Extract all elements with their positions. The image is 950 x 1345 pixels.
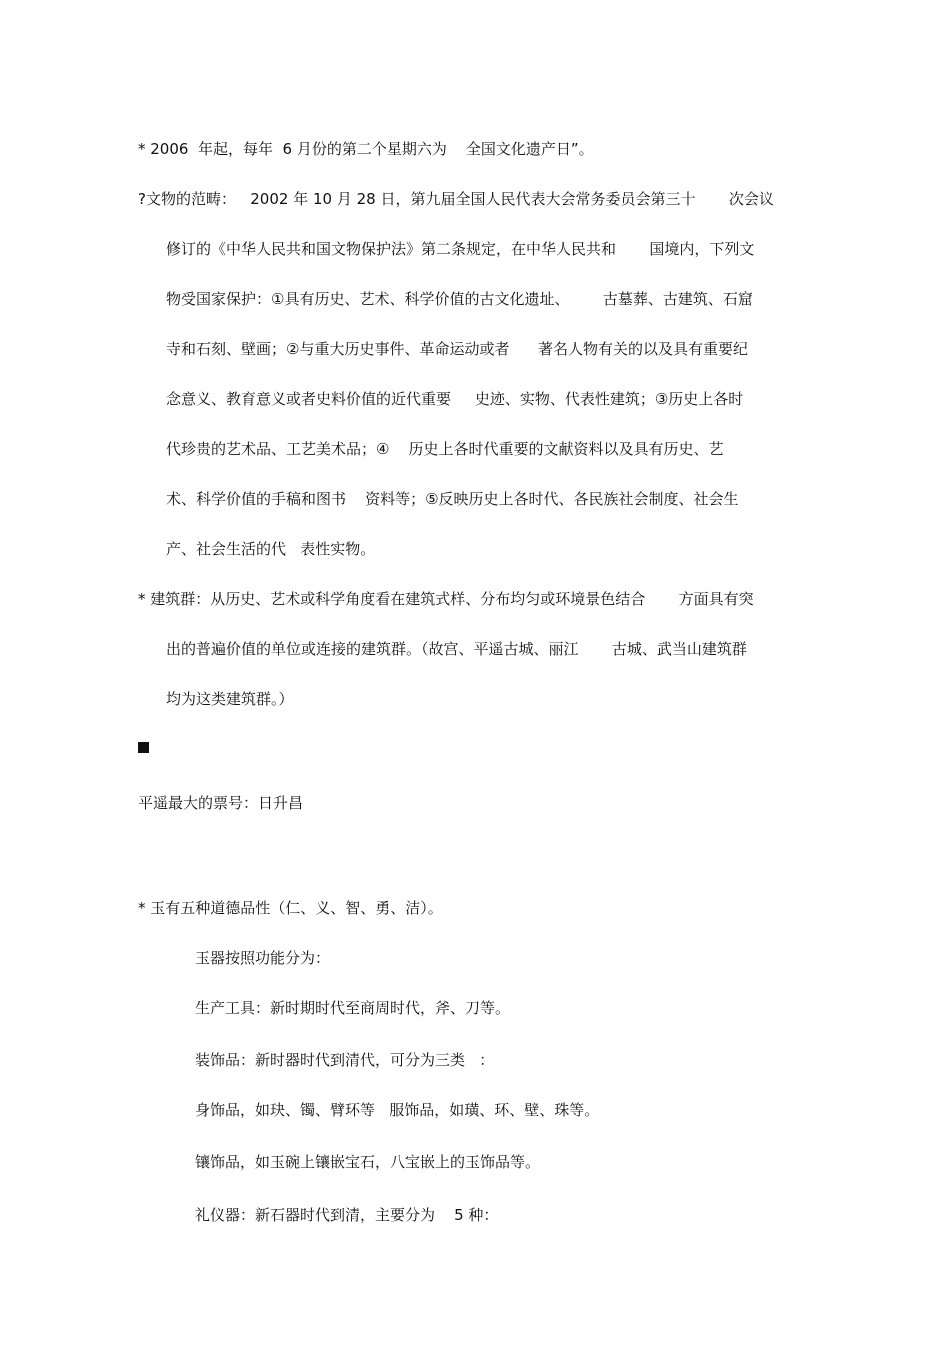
- text-line: 修订的《中华人民共和国文物保护法》第二条规定，在中华人民共和 国境内，下列文: [166, 240, 755, 258]
- text-line: 身饰品，如玦、镯、臂环等 服饰品，如璜、环、壁、珠等。: [195, 1101, 600, 1119]
- text-line: 术、科学价值的手稿和图书 资料等；⑤反映历史上各时代、各民族社会制度、社会生: [166, 490, 739, 508]
- text-line: * 建筑群：从历史、艺术或科学角度看在建筑式样、分布均匀或环境景色结合 方面具有突: [138, 590, 754, 608]
- text-line: 玉器按照功能分为：: [195, 949, 331, 967]
- text-line: 念意义、教育意义或者史料价值的近代重要 史迹、实物、代表性建筑；③历史上各时: [166, 390, 744, 408]
- text-line: * 2006 年起，每年 6 月份的第二个星期六为 全国文化遗产日”。: [138, 140, 594, 158]
- text-line: 镶饰品，如玉碗上镶嵌宝石，八宝嵌上的玉饰品等。: [195, 1153, 541, 1171]
- text-line: 出的普遍价值的单位或连接的建筑群。（故宫、平遥古城、丽江 古城、武当山建筑群: [166, 640, 747, 658]
- text-line: 产、社会生活的代 表性实物。: [166, 540, 376, 558]
- text-line: 寺和石刻、壁画；②与重大历史事件、革命运动或者 著名人物有关的以及具有重要纪: [166, 340, 749, 358]
- text-line: ?文物的范畴： 2002 年 10 月 28 日，第九届全国人民代表大会常务委员会第三十 次会议: [138, 190, 774, 208]
- text-line: 生产工具：新时期时代至商周时代，斧、刀等。: [195, 999, 511, 1017]
- text-line: * 玉有五种道德品性（仁、义、智、勇、洁）。: [138, 899, 443, 917]
- text-line: 装饰品：新时器时代到清代，可分为三类 ：: [195, 1051, 495, 1069]
- text-line: 均为这类建筑群。）: [166, 690, 294, 708]
- square-bullet-icon: [138, 742, 149, 753]
- text-line: 代珍贵的艺术品、工艺美术品；④ 历史上各时代重要的文献资料以及具有历史、艺: [166, 440, 724, 458]
- text-line: 礼仪器：新石器时代到清，主要分为 5 种：: [195, 1206, 499, 1224]
- text-line: 平遥最大的票号：日升昌: [138, 794, 304, 812]
- text-line: 物受国家保护：①具有历史、艺术、科学价值的古文化遗址、 古墓葬、古建筑、石窟: [166, 290, 753, 308]
